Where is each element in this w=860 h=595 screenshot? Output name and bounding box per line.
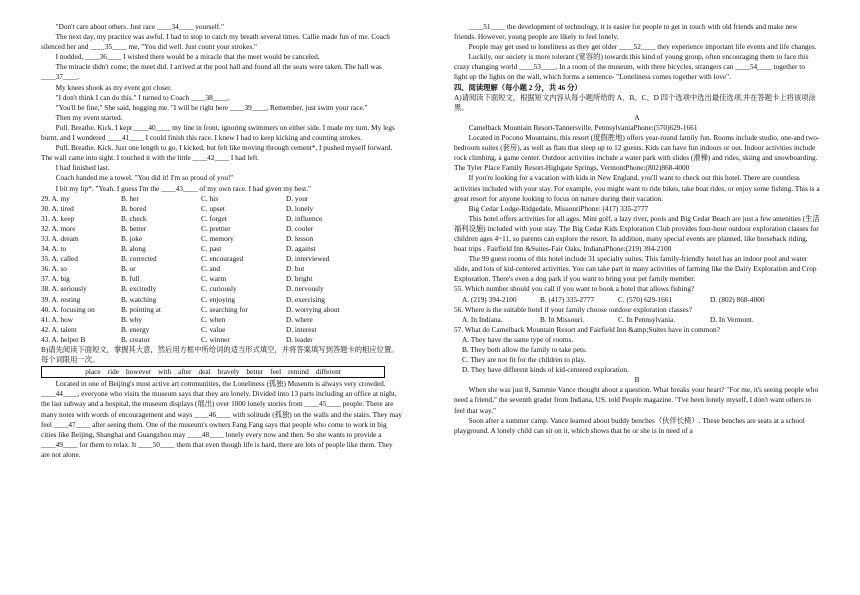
option-text: C. memory — [201, 233, 234, 243]
option-text: 33. A. dream — [41, 233, 79, 243]
paragraph: I had finished last. — [55, 163, 110, 173]
option-text: B. her — [121, 193, 139, 203]
paragraph: When she was just 8, Sammie Vance thought about a question. What breaks your heart? "For me, it's seeing people who need a friend," the seventh grader from Indiana, US. told People magazine. "I've been lonely myself, I don't want others to feel that way." — [454, 385, 819, 415]
paragraph: Luckily, our society is more tolerant (宽容的) towards this kind of young group, often encouraging them to face this crazy changing world ____53____. In a room of the museum, with three bicycles, strangers can ____54____ together to light up the lights on the wall, which forms a sentence- "Loneliness comes together with love". — [454, 52, 809, 82]
option-text: 39. A. resting — [41, 294, 81, 304]
paragraph: The miracle didn't come; the meet did. I arrived at the pool hall and found all the seats were taken. The hall was ____37____. — [41, 62, 382, 82]
answer-option: B. (417) 335-2777 — [540, 294, 595, 304]
word-box — [41, 366, 385, 378]
option-text: 29. A. my — [41, 193, 70, 203]
right-passage-part1 — [454, 22, 820, 83]
paragraph: "Don't care about others. Just race ____34____ yourself." — [55, 22, 224, 31]
answer-option: C. They are not fit for the children to play. — [462, 355, 586, 365]
answer-option: A. They have the same type of rooms. — [462, 334, 574, 344]
paragraph: People may get used to loneliness as they get older ____52____ they experience important life events and life changes. — [468, 42, 817, 52]
paragraph: My knees shook as my event got closer. — [55, 82, 172, 92]
answer-option: D. (802) 868-4000 — [710, 294, 765, 304]
answer-option: B. They both allow the family to take pets. — [462, 345, 587, 354]
option-text: C. his — [201, 193, 219, 203]
option-text: 36. A. so — [41, 264, 67, 274]
option-text: D. nervously — [286, 284, 324, 294]
paragraph: If you're looking for a vacation with kids in New England, you'll want to check out this hotel. There are countless activities included with your stay. For example, you might want to ride bikes, take boat rides, or enjoy some fishing. This is a great resort for anyone looking to focus on nature during their vacation. — [454, 173, 820, 203]
question-56: 56. Where is the suitable hotel if your family choose outdoor exploration classes? — [454, 304, 692, 314]
passage-b — [454, 385, 820, 435]
option-text: D. lonely — [286, 203, 314, 213]
option-text: B. corrected — [121, 254, 157, 264]
paragraph: Soon after a summer camp. Vance learned about buddy benches（伙伴长椅）. These benches are seats at a school playground. A lonely child can sit on it, which shows that he or she is in need of a — [454, 415, 805, 435]
option-text: C. past — [201, 244, 222, 254]
option-text: B. pointing at — [121, 304, 161, 314]
option-text: C. value — [201, 324, 226, 334]
option-text: B. or — [121, 264, 136, 274]
option-text: B. bored — [121, 203, 147, 213]
answer-option: C. (570) 629-1661 — [618, 294, 673, 304]
option-text: D. leader — [286, 334, 313, 344]
option-text: C. when — [201, 314, 226, 324]
question-55-options — [454, 295, 820, 305]
word-box-item: however — [126, 367, 152, 377]
option-text: C. enjoying — [201, 294, 236, 304]
answer-option: C. In Pennsylvania. — [618, 314, 676, 324]
word-box-item: deal — [198, 367, 211, 377]
paragraph: "You'll be fine," She said, hugging me. "I will be right here ____39____. Remember, just swim your race." — [55, 102, 368, 112]
option-text: D. exercising — [286, 294, 325, 304]
option-text: B. why — [121, 314, 143, 324]
option-text: C. searching for — [201, 304, 248, 314]
option-text: C. warm — [201, 274, 227, 284]
word-box-item: remind — [288, 367, 309, 377]
answer-option: A. (219) 394-2100 — [462, 294, 517, 304]
paragraph: ____51____ the development of technology, it is easier for people to get in touch with old friends and make new friends. However, young people are likely to feel lonely. — [454, 22, 798, 42]
left-passage-part2 — [41, 379, 403, 460]
option-text: B. creator — [121, 334, 150, 344]
option-text: 38. A. seriously — [41, 284, 87, 294]
option-text: D. worrying about — [286, 304, 340, 314]
question-55: 55. Which number should you call if you want to book a hotel that allows fishing? — [454, 284, 695, 294]
left-passage-part1 — [41, 22, 403, 194]
option-text: C. winner — [201, 334, 230, 344]
paragraph: Located in one of Beijing's most active art communities, the Loneliness (孤独) Museum is always very crowded. ____44____, everyone who visits the museum says that they are lonely. Divided into 13 parts including an office at night, the last subway and a hospital, the museum displays (展出) over 1000 lonely stories from ____45____ people. There are many notes with words of encouragement and ways ____46____ with solitude (孤独) on the walls and the stairs. They may feel ____47____ after seeing them. One of the museum's owners Fang Fang says that people who come to work in big cities like Beijing, Shanghai and Guangzhou may ____48____ lonely every now and then. So she wants to provide a ____49____ for them to relax. It ____50____ them that even though life is hard, there are lots of people like them. They are not alone. — [41, 379, 402, 459]
question-56-options — [454, 315, 820, 325]
answer-option: A. In Indiana. — [462, 314, 503, 324]
option-text: 31. A. keep — [41, 213, 75, 223]
option-text: 37. A. big — [41, 274, 70, 284]
option-text: B. full — [121, 274, 140, 284]
paragraph: This hotel offers activities for all ages. Mini golf, a lazy river, pools and Big Cedar Beach are just a few amenities (生活福利设施) included with your stay. The Big Cedar Kids Exploration Club provides four-hour outdoor exploration classes for children ages 4~11, so parents can explore the resort. In addition, many special events are planned, like horseback riding, boat trips . Fairfield Inn &Suites-Fair Oaks, IndianaPhone:(219) 394-2100 — [454, 213, 820, 254]
paragraph: Then my event started. — [55, 112, 123, 122]
right-column — [454, 22, 820, 436]
option-text: 32. A. more — [41, 223, 76, 233]
option-text: B. excitedly — [121, 284, 157, 294]
word-box-item: place — [85, 367, 101, 377]
option-text: D. influence — [286, 213, 323, 223]
word-box-item: after — [178, 367, 192, 377]
question-57-options — [454, 335, 820, 375]
option-text: D. against — [286, 244, 316, 254]
left-column — [41, 22, 403, 460]
option-text: D. lesson — [286, 233, 314, 243]
word-box-item: different — [315, 367, 341, 377]
question-57: 57. What do Camelback Mountain Resort and Fairfield Inn &amp;Suites have in common? — [454, 324, 720, 334]
option-text: D. but — [286, 264, 305, 274]
passage-a-letter: A — [634, 112, 640, 122]
section-b-instruction: B)请先阅读下面短文，掌握其大意，然后用方框中所给词的适当形式填空，并将答案填写到答题卡的相应位置。每个词限用一次。 — [41, 345, 399, 365]
option-text: 35. A. called — [41, 254, 78, 264]
paragraph: I bit my lip*. "Yeah. I guess I'm the ____43____ of my own race. I had given my best." — [55, 183, 311, 193]
cloze-options — [41, 194, 403, 345]
word-box-item: bravely — [217, 367, 240, 377]
option-text: 42. A. talent — [41, 324, 77, 334]
paragraph: Camelback Mountain Resort-Tannersville, PennsylvaniaPhone:(570)629-1661 — [468, 122, 698, 132]
option-text: D. interest — [286, 324, 317, 334]
option-text: B. along — [121, 244, 146, 254]
option-text: B. better — [121, 223, 147, 233]
paragraph: The 99 guest rooms of this hotel include 31 specialty suites. This family-friendly hotel has an indoor pool and water slide, and lots of kid-centered activities. You can take part in many activities of farming like the Dairy Exploration and Crop Exploration. There's even a dog park if you want to bring your pet family member. — [454, 254, 817, 284]
option-text: D. cooler — [286, 223, 314, 233]
option-text: 43. A. helper B — [41, 334, 86, 344]
word-box-item: ride — [107, 367, 119, 377]
option-text: C. and — [201, 264, 221, 274]
option-text: B. joke — [121, 233, 143, 243]
passage-a — [454, 123, 820, 285]
option-text: B. energy — [121, 324, 150, 334]
option-text: 41. A. how — [41, 314, 74, 324]
paragraph: The next day, my practice was awful. I had to stop to catch my breath several times. Callie made fun of me. Coach silenced her and ____35____ me, "You did well. Just count your strokes." — [41, 32, 390, 52]
answer-option: D. They have different kinds of kid-centered exploration. — [462, 365, 629, 375]
option-text: 40. A. focusing on — [41, 304, 95, 314]
paragraph: "I don't think I can do this." I turned to Coach ____38____. — [55, 92, 230, 102]
option-text: 34. A. to — [41, 244, 67, 254]
option-text: B. watching — [121, 294, 157, 304]
option-text: D. interviewed — [286, 254, 330, 264]
paragraph: Pull. Breathe. Kick. Just one length to go. I kicked, but felt like moving through cement*, I pushed myself forward. The wall came into sight. I touched it with the little ____42____ I had left. — [41, 143, 393, 163]
option-text: C. encouraged — [201, 254, 244, 264]
answer-option: D. In Vermont. — [710, 314, 754, 324]
paragraph: I nodded, ____36____ I wished there would be a miracle that the meet would be canceled. — [55, 52, 320, 62]
option-text: D. where — [286, 314, 313, 324]
option-text: D. your — [286, 193, 309, 203]
passage-b-letter: B — [634, 375, 640, 385]
paragraph: Pull. Breathe. Kick. I kept ____40____ my line in front, ignoring swimmers on either side. I made my turn. My legs burnt, and I wondered ____41____ I could finish this race. I knew I had to keep kicking and counting strokes. — [41, 122, 395, 143]
section-4-instruction: A)请阅读下面短文，根据短文内容从每小题所给的 A、B、C、D 四个选项中选出最佳选项,并在答题卡上将该项涂黑。 — [454, 92, 816, 112]
paragraph: Coach handed me a towel. "You did it! I'm so proud of you!" — [55, 173, 234, 183]
option-text: D. bright — [286, 274, 313, 284]
section-4-title: 四、阅读理解（每小题 2 分，共 46 分） — [454, 82, 582, 92]
paragraph: Big Cedar Lodge-Ridgedale, MissouriPhone: (417) 335-2777 — [468, 203, 649, 213]
option-text: B. check — [121, 213, 147, 223]
option-text: C. prettier — [201, 223, 231, 233]
option-text: C. curiously — [201, 284, 237, 294]
option-text: 30. A. tired — [41, 203, 74, 213]
paragraph: Located in Pocono Mountains, this resort (度假胜地) offers year-round family fun. Rooms include studio, one-and two-bedroom suites (套房), as well as flats that sleep up to 12 guests. Kids can have fun indoors or out. Indoor activities include rock climbing, a game center. Outdoor activities include a water park with slides (滑梯) and rides, skiing and snowboarding. The Tyler Place Family Resort-Highgate Springs, VermontPhone:(802)868-4000 — [454, 133, 820, 173]
option-text: C. upset — [201, 203, 225, 213]
word-box-item: with — [158, 367, 172, 377]
word-box-item: better — [246, 367, 264, 377]
word-box-item: feel — [270, 367, 282, 377]
answer-option: B. In Missouri. — [540, 314, 585, 324]
option-text: C. forget — [201, 213, 227, 223]
